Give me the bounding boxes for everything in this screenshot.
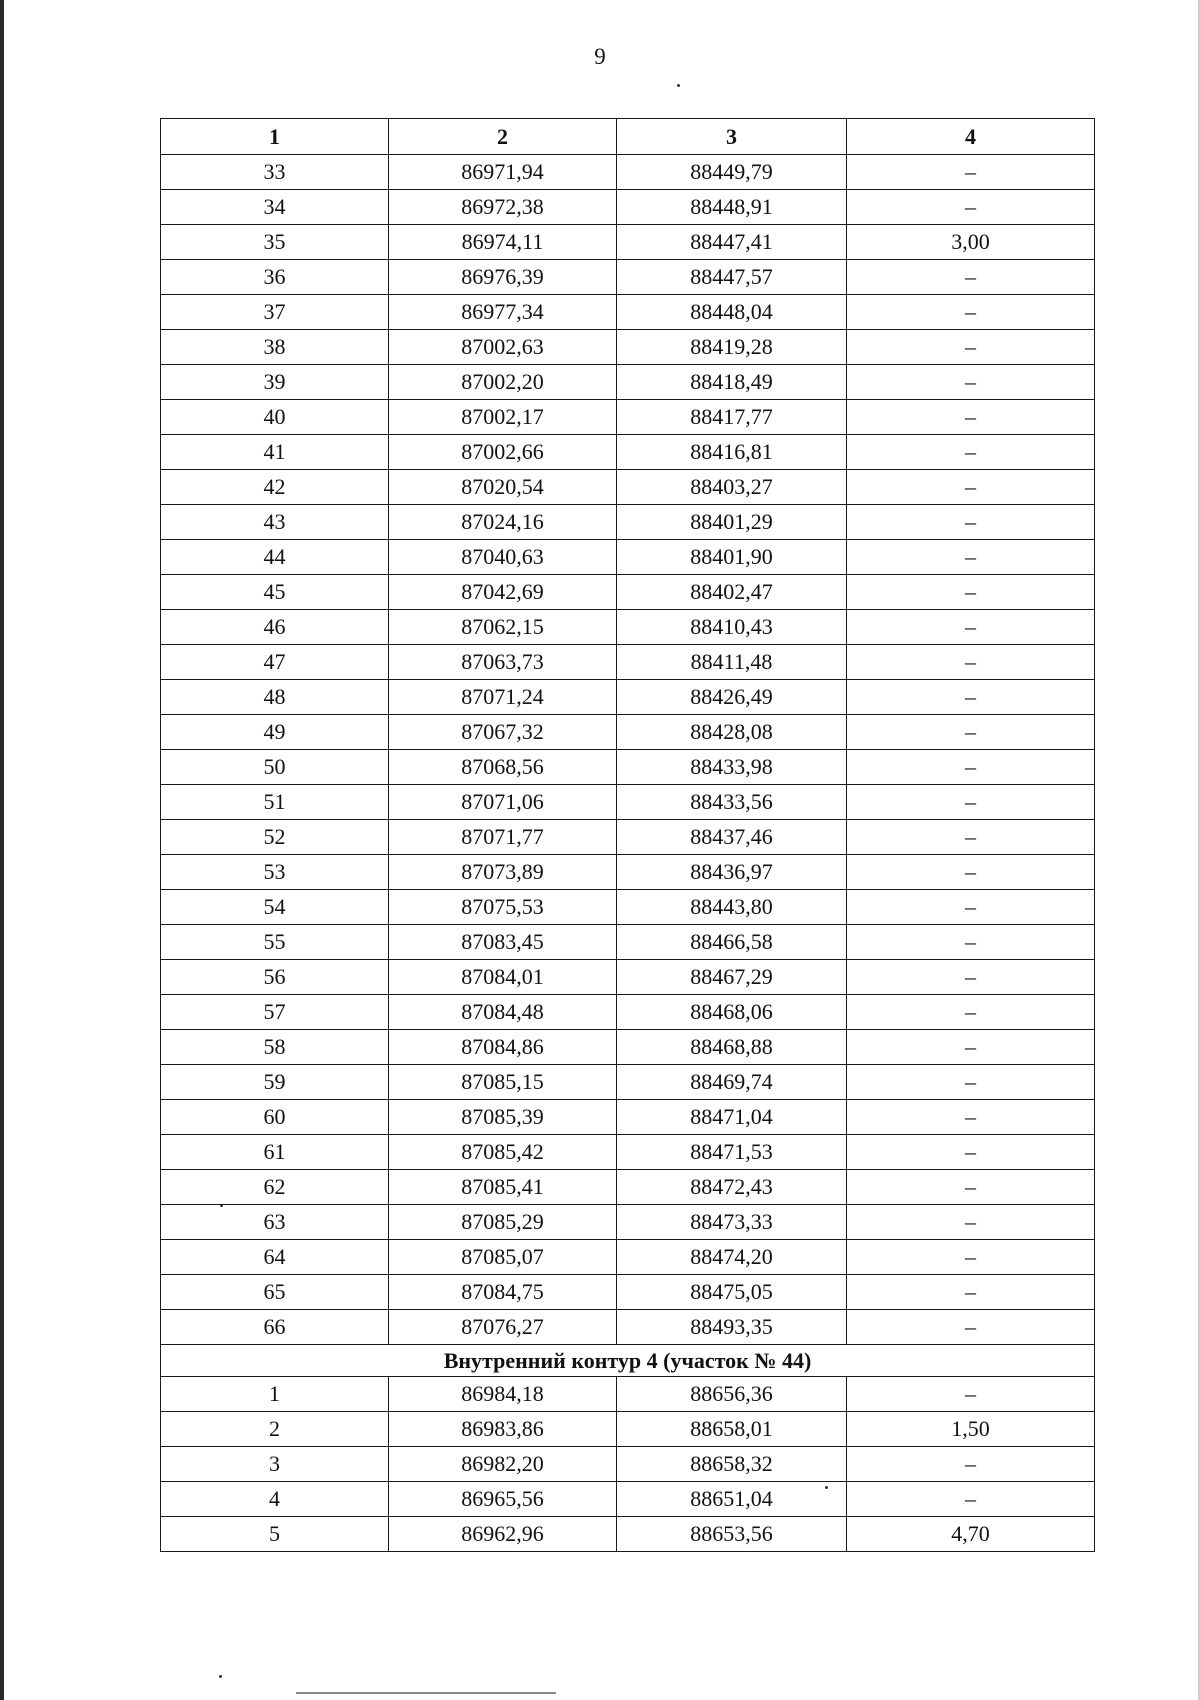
table-row [161, 330, 1095, 365]
scan-speck [219, 1675, 222, 1678]
value-cell: – [847, 295, 1095, 330]
table-body-main [161, 155, 1095, 1345]
x-coordinate-cell: 87002,17 [389, 400, 617, 435]
point-number-cell: 36 [161, 260, 389, 295]
table-row [161, 1240, 1095, 1275]
value-cell: 3,00 [847, 225, 1095, 260]
table-row [161, 855, 1095, 890]
x-coordinate-cell: 87071,77 [389, 820, 617, 855]
point-number-cell: 3 [161, 1447, 389, 1482]
table-row [161, 1100, 1095, 1135]
x-coordinate-cell: 87040,63 [389, 540, 617, 575]
value-cell: 1,50 [847, 1412, 1095, 1447]
value-cell: – [847, 190, 1095, 225]
x-coordinate-cell: 86972,38 [389, 190, 617, 225]
point-number-cell: 55 [161, 925, 389, 960]
value-cell: – [847, 1447, 1095, 1482]
y-coordinate-cell: 88433,56 [617, 785, 847, 820]
point-number-cell: 44 [161, 540, 389, 575]
table-row [161, 1447, 1095, 1482]
y-coordinate-cell: 88448,91 [617, 190, 847, 225]
value-cell: – [847, 540, 1095, 575]
x-coordinate-cell: 86974,11 [389, 225, 617, 260]
point-number-cell: 42 [161, 470, 389, 505]
column-header: 3 [617, 119, 847, 155]
value-cell: – [847, 1275, 1095, 1310]
y-coordinate-cell: 88474,20 [617, 1240, 847, 1275]
table-row [161, 225, 1095, 260]
y-coordinate-cell: 88419,28 [617, 330, 847, 365]
point-number-cell: 63 [161, 1205, 389, 1240]
value-cell: – [847, 680, 1095, 715]
column-header: 4 [847, 119, 1095, 155]
x-coordinate-cell: 87085,41 [389, 1170, 617, 1205]
coordinates-table-container [160, 118, 1094, 1552]
point-number-cell: 61 [161, 1135, 389, 1170]
y-coordinate-cell: 88433,98 [617, 750, 847, 785]
table-row [161, 1205, 1095, 1240]
y-coordinate-cell: 88658,01 [617, 1412, 847, 1447]
x-coordinate-cell: 87084,75 [389, 1275, 617, 1310]
table-row [161, 750, 1095, 785]
x-coordinate-cell: 86976,39 [389, 260, 617, 295]
point-number-cell: 45 [161, 575, 389, 610]
point-number-cell: 41 [161, 435, 389, 470]
point-number-cell: 60 [161, 1100, 389, 1135]
x-coordinate-cell: 87002,20 [389, 365, 617, 400]
y-coordinate-cell: 88467,29 [617, 960, 847, 995]
section-row [161, 1345, 1095, 1377]
table-row [161, 365, 1095, 400]
y-coordinate-cell: 88428,08 [617, 715, 847, 750]
y-coordinate-cell: 88656,36 [617, 1377, 847, 1412]
point-number-cell: 58 [161, 1030, 389, 1065]
y-coordinate-cell: 88472,43 [617, 1170, 847, 1205]
table-row [161, 1275, 1095, 1310]
y-coordinate-cell: 88468,88 [617, 1030, 847, 1065]
table-row [161, 1412, 1095, 1447]
y-coordinate-cell: 88471,04 [617, 1100, 847, 1135]
value-cell: – [847, 925, 1095, 960]
value-cell: – [847, 1482, 1095, 1517]
point-number-cell: 50 [161, 750, 389, 785]
value-cell: – [847, 575, 1095, 610]
x-coordinate-cell: 87071,06 [389, 785, 617, 820]
point-number-cell: 59 [161, 1065, 389, 1100]
y-coordinate-cell: 88401,29 [617, 505, 847, 540]
x-coordinate-cell: 87063,73 [389, 645, 617, 680]
x-coordinate-cell: 87084,86 [389, 1030, 617, 1065]
x-coordinate-cell: 87084,01 [389, 960, 617, 995]
y-coordinate-cell: 88426,49 [617, 680, 847, 715]
x-coordinate-cell: 87002,66 [389, 435, 617, 470]
scan-speck [677, 84, 680, 87]
x-coordinate-cell: 86971,94 [389, 155, 617, 190]
table-row [161, 645, 1095, 680]
table-row [161, 190, 1095, 225]
table-row [161, 1065, 1095, 1100]
value-cell: – [847, 365, 1095, 400]
table-row [161, 540, 1095, 575]
y-coordinate-cell: 88418,49 [617, 365, 847, 400]
coordinates-table [160, 118, 1095, 1552]
value-cell: – [847, 610, 1095, 645]
y-coordinate-cell: 88436,97 [617, 855, 847, 890]
point-number-cell: 38 [161, 330, 389, 365]
page-edge [0, 0, 4, 1700]
value-cell: – [847, 435, 1095, 470]
y-coordinate-cell: 88410,43 [617, 610, 847, 645]
y-coordinate-cell: 88468,06 [617, 995, 847, 1030]
table-row [161, 715, 1095, 750]
x-coordinate-cell: 87073,89 [389, 855, 617, 890]
page-number: 9 [594, 44, 606, 69]
column-header: 2 [389, 119, 617, 155]
value-cell: – [847, 1205, 1095, 1240]
y-coordinate-cell: 88493,35 [617, 1310, 847, 1345]
point-number-cell: 4 [161, 1482, 389, 1517]
x-coordinate-cell: 87075,53 [389, 890, 617, 925]
value-cell: – [847, 505, 1095, 540]
x-coordinate-cell: 87067,32 [389, 715, 617, 750]
table-row [161, 820, 1095, 855]
y-coordinate-cell: 88417,77 [617, 400, 847, 435]
point-number-cell: 57 [161, 995, 389, 1030]
table-row [161, 1377, 1095, 1412]
x-coordinate-cell: 87062,15 [389, 610, 617, 645]
table-row [161, 575, 1095, 610]
table-row [161, 470, 1095, 505]
point-number-cell: 65 [161, 1275, 389, 1310]
table-row [161, 680, 1095, 715]
x-coordinate-cell: 87085,07 [389, 1240, 617, 1275]
point-number-cell: 5 [161, 1517, 389, 1552]
point-number-cell: 49 [161, 715, 389, 750]
x-coordinate-cell: 86984,18 [389, 1377, 617, 1412]
x-coordinate-cell: 87068,56 [389, 750, 617, 785]
y-coordinate-cell: 88402,47 [617, 575, 847, 610]
value-cell: – [847, 1240, 1095, 1275]
y-coordinate-cell: 88416,81 [617, 435, 847, 470]
y-coordinate-cell: 88447,41 [617, 225, 847, 260]
x-coordinate-cell: 87002,63 [389, 330, 617, 365]
point-number-cell: 62 [161, 1170, 389, 1205]
point-number-cell: 35 [161, 225, 389, 260]
table-row [161, 155, 1095, 190]
x-coordinate-cell: 86982,20 [389, 1447, 617, 1482]
column-header: 1 [161, 119, 389, 155]
y-coordinate-cell: 88471,53 [617, 1135, 847, 1170]
table-row [161, 785, 1095, 820]
value-cell: – [847, 1310, 1095, 1345]
value-cell: – [847, 855, 1095, 890]
section-title: Внутренний контур 4 (участок № 44) [161, 1345, 1095, 1377]
table-row [161, 1030, 1095, 1065]
value-cell: 4,70 [847, 1517, 1095, 1552]
y-coordinate-cell: 88651,04 [617, 1482, 847, 1517]
point-number-cell: 48 [161, 680, 389, 715]
value-cell: – [847, 1065, 1095, 1100]
x-coordinate-cell: 86977,34 [389, 295, 617, 330]
point-number-cell: 47 [161, 645, 389, 680]
point-number-cell: 46 [161, 610, 389, 645]
y-coordinate-cell: 88658,32 [617, 1447, 847, 1482]
table-body-inner-contour [161, 1377, 1095, 1552]
x-coordinate-cell: 87085,42 [389, 1135, 617, 1170]
point-number-cell: 52 [161, 820, 389, 855]
y-coordinate-cell: 88469,74 [617, 1065, 847, 1100]
x-coordinate-cell: 87024,16 [389, 505, 617, 540]
value-cell: – [847, 1100, 1095, 1135]
x-coordinate-cell: 86962,96 [389, 1517, 617, 1552]
x-coordinate-cell: 86983,86 [389, 1412, 617, 1447]
point-number-cell: 66 [161, 1310, 389, 1345]
table-row [161, 1135, 1095, 1170]
y-coordinate-cell: 88447,57 [617, 260, 847, 295]
value-cell: – [847, 995, 1095, 1030]
y-coordinate-cell: 88411,48 [617, 645, 847, 680]
point-number-cell: 33 [161, 155, 389, 190]
table-row [161, 1517, 1095, 1552]
value-cell: – [847, 1030, 1095, 1065]
table-row [161, 400, 1095, 435]
table-row [161, 1482, 1095, 1517]
value-cell: – [847, 750, 1095, 785]
point-number-cell: 1 [161, 1377, 389, 1412]
value-cell: – [847, 785, 1095, 820]
table-row [161, 610, 1095, 645]
footer-rule [296, 1692, 556, 1694]
table-row [161, 295, 1095, 330]
value-cell: – [847, 960, 1095, 995]
x-coordinate-cell: 87085,15 [389, 1065, 617, 1100]
x-coordinate-cell: 87084,48 [389, 995, 617, 1030]
value-cell: – [847, 1135, 1095, 1170]
point-number-cell: 40 [161, 400, 389, 435]
table-row [161, 1310, 1095, 1345]
value-cell: – [847, 400, 1095, 435]
y-coordinate-cell: 88401,90 [617, 540, 847, 575]
table-header-row [161, 119, 1095, 155]
table-row [161, 925, 1095, 960]
point-number-cell: 39 [161, 365, 389, 400]
value-cell: – [847, 820, 1095, 855]
table-row [161, 890, 1095, 925]
y-coordinate-cell: 88475,05 [617, 1275, 847, 1310]
table-row [161, 995, 1095, 1030]
table-row [161, 435, 1095, 470]
y-coordinate-cell: 88466,58 [617, 925, 847, 960]
y-coordinate-cell: 88653,56 [617, 1517, 847, 1552]
table-row [161, 505, 1095, 540]
table-row [161, 1170, 1095, 1205]
value-cell: – [847, 645, 1095, 680]
point-number-cell: 64 [161, 1240, 389, 1275]
x-coordinate-cell: 87042,69 [389, 575, 617, 610]
y-coordinate-cell: 88448,04 [617, 295, 847, 330]
point-number-cell: 34 [161, 190, 389, 225]
point-number-cell: 37 [161, 295, 389, 330]
value-cell: – [847, 890, 1095, 925]
x-coordinate-cell: 87085,39 [389, 1100, 617, 1135]
table-row [161, 260, 1095, 295]
value-cell: – [847, 1170, 1095, 1205]
point-number-cell: 53 [161, 855, 389, 890]
x-coordinate-cell: 87020,54 [389, 470, 617, 505]
point-number-cell: 43 [161, 505, 389, 540]
y-coordinate-cell: 88449,79 [617, 155, 847, 190]
x-coordinate-cell: 87083,45 [389, 925, 617, 960]
value-cell: – [847, 330, 1095, 365]
value-cell: – [847, 155, 1095, 190]
table-row [161, 960, 1095, 995]
value-cell: – [847, 470, 1095, 505]
value-cell: – [847, 260, 1095, 295]
x-coordinate-cell: 87071,24 [389, 680, 617, 715]
point-number-cell: 54 [161, 890, 389, 925]
value-cell: – [847, 715, 1095, 750]
point-number-cell: 56 [161, 960, 389, 995]
y-coordinate-cell: 88443,80 [617, 890, 847, 925]
value-cell: – [847, 1377, 1095, 1412]
y-coordinate-cell: 88437,46 [617, 820, 847, 855]
point-number-cell: 51 [161, 785, 389, 820]
x-coordinate-cell: 87085,29 [389, 1205, 617, 1240]
x-coordinate-cell: 87076,27 [389, 1310, 617, 1345]
point-number-cell: 2 [161, 1412, 389, 1447]
y-coordinate-cell: 88403,27 [617, 470, 847, 505]
y-coordinate-cell: 88473,33 [617, 1205, 847, 1240]
x-coordinate-cell: 86965,56 [389, 1482, 617, 1517]
